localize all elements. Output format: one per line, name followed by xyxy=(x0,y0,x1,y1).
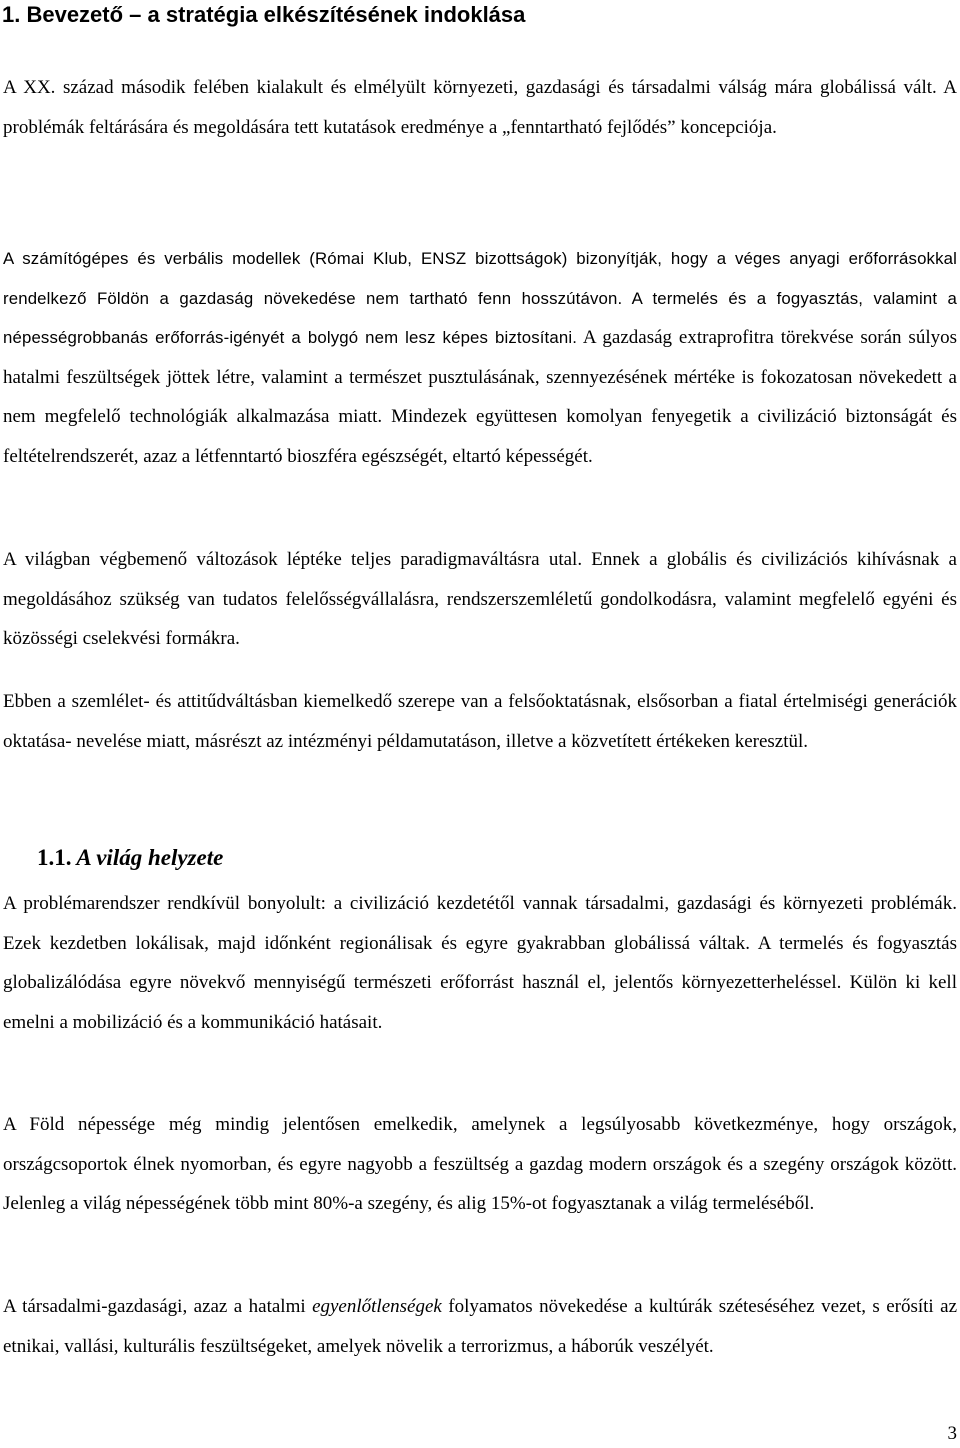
subsection-title: A világ helyzete xyxy=(71,845,224,870)
paragraph-models xyxy=(3,239,957,477)
paragraph-paradigm: A világban végbemenő változások léptéke teljes paradigmaváltásra utal. Ennek a globális és civilizációs kihívásnak a megoldásához szükség van tudatos felelősségvállalásra, rendszerszemléletű gondolkodásra, valamint megfelelő egyéni és közösségi cselekvési formákra. xyxy=(3,549,957,650)
paragraph-models-serif-part: A gazdaság extraprofitra törekvése során súlyos hatalmi feszültségek jöttek létre, valamint a természet pusztulásának, szennyezésének mértéke is fokozatosan növekedett a nem megfelelő technológiák alkalmazása miatt. Mindezek együttesen komolyan fenyegetik a civilizáció biztonságát és feltételrendszerét, azaz a létfenntartó bioszféra egészségét, eltartó képességét. xyxy=(3,327,957,467)
paragraph-population: A Föld népessége még mindig jelentősen emelkedik, amelynek a legsúlyosabb következménye, hogy országok, országcsoportok élnek nyomorban, és egyre nagyobb a feszültség a gazdag modern országok és a szegény országok között. Jelenleg a világ népességének több mint 80%-a szegény, és alig 15%-ot fogyasztanak a világ termeléséből. xyxy=(3,1114,957,1215)
paragraph-inequalities xyxy=(3,1287,957,1366)
section-heading: 1. Bevezető – a stratégia elkészítésének indoklása xyxy=(2,2,526,27)
paragraph-intro: A XX. század második felében kialakult és elmélyült környezeti, gazdasági és társadalmi válság mára globálissá vált. A problémák feltárására és megoldására tett kutatások eredménye a „fenntartható fejlődés” koncepciója. xyxy=(3,77,957,138)
emphasis-inequalities: egyenlőtlenségek xyxy=(312,1296,442,1317)
subsection-number: 1.1. xyxy=(37,845,72,870)
page-number: 3 xyxy=(947,1423,957,1444)
paragraph-inequalities-start: A társadalmi-gazdasági, azaz a hatalmi xyxy=(3,1296,313,1317)
paragraph-inequalities-end: folyamatos növekedése a kultúrák széteséséhez vezet, s erősíti az etnikai, vallási, kulturális feszültségeket, amelyek növelik a terrorizmus, a háborúk veszélyét. xyxy=(3,1296,957,1357)
subsection-heading xyxy=(37,840,223,876)
paragraph-problem-system: A problémarendszer rendkívül bonyolult: a civilizáció kezdetétől vannak társadalmi, gazdasági és környezeti problémák. Ezek kezdetben lokálisak, majd időnként regionálisak és egyre gyakrabban globálissá váltak. A termelés és fogyasztás globalizálódása egyre növekvő mennyiségű természeti erőforrást használ el, jelentős környezetterheléssel. Külön ki kell emelni a mobilizáció és a kommunikáció hatásait. xyxy=(3,893,957,1033)
paragraph-higher-education: Ebben a szemlélet- és attitűdváltásban kiemelkedő szerepe van a felsőoktatásnak, elsősorban a fiatal értelmiségi generációk oktatása- nevelése miatt, másrészt az intézményi példamutatáson, illetve a közvetített értékeken keresztül. xyxy=(3,691,957,752)
paragraph-models-sans-part: A számítógépes és verbális modellek (Római Klub, ENSZ bizottságok) bizonyítják, hogy a véges anyagi erőforrásokkal rendelkező Földön a gazdaság növekedése nem tartható fenn hosszútávon. A termelés és a fogyasztás, valamint a népességrobbanás erőforrás-igényét a bolygó nem lesz képes biztosítani. xyxy=(3,249,957,348)
